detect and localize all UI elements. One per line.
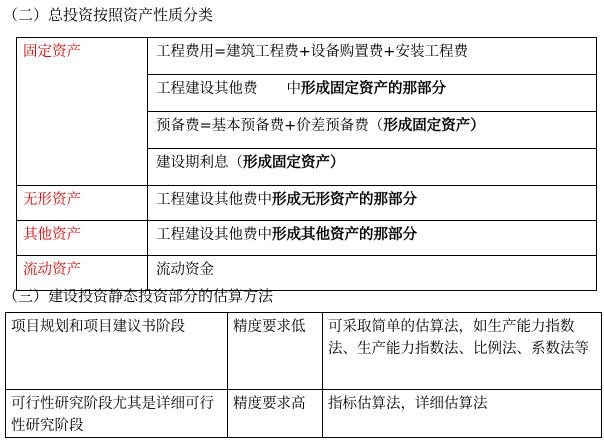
- description-text: 工程建设其他费 中: [156, 81, 301, 97]
- description-bold-text: 形成无形资产的那部分: [272, 192, 417, 208]
- description-text: 流动资金: [156, 262, 214, 278]
- table-row: [6, 313, 602, 390]
- stage-cell: 可行性研究阶段尤其是详细可行性研究阶段: [6, 390, 228, 438]
- description-cell: [148, 75, 597, 112]
- accuracy-cell: 精度要求高: [228, 390, 323, 438]
- category-cell-other-assets: 其他资产: [17, 221, 148, 256]
- description-bold-text: 形成固定资产的那部分: [301, 81, 446, 97]
- estimation-methods-table: [5, 312, 602, 438]
- stage-cell: 项目规划和项目建议书阶段: [6, 313, 228, 390]
- category-cell-current-assets: 流动资产: [17, 256, 148, 291]
- description-text: 工程建设其他费中: [156, 192, 272, 208]
- description-text: 建设期利息（: [156, 155, 243, 171]
- table-row: [17, 38, 597, 75]
- method-cell: 可采取简单的估算法，如生产能力指数法、生产能力指数法、比例法、系数法等: [323, 313, 602, 390]
- category-cell-intangible-assets: 无形资产: [17, 186, 148, 221]
- description-text: 工程费用=建筑工程费+设备购置费+安装工程费: [156, 44, 468, 60]
- description-text: 预备费=基本预备费+价差预备费（: [156, 118, 384, 134]
- section-heading-estimation-methods: （三）建设投资静态投资部分的估算方法: [3, 287, 274, 305]
- description-cell: [148, 38, 597, 75]
- description-cell: [148, 221, 597, 256]
- asset-classification-table: [16, 37, 597, 291]
- description-bold-text: 形成固定资产）: [383, 118, 485, 134]
- description-cell: [148, 186, 597, 221]
- description-bold-text: 形成固定资产）: [243, 155, 345, 171]
- table-row: [17, 186, 597, 221]
- category-cell-fixed-assets: 固定资产: [17, 38, 148, 186]
- table-row: [17, 221, 597, 256]
- description-cell: [148, 149, 597, 186]
- accuracy-cell: 精度要求低: [228, 313, 323, 390]
- description-cell: [148, 112, 597, 149]
- section-heading-asset-classification: （二）总投资按照资产性质分类: [3, 6, 214, 24]
- method-cell: 指标估算法，详细估算法: [323, 390, 602, 438]
- description-bold-text: 形成其他资产的那部分: [272, 227, 417, 243]
- table-row: [6, 390, 602, 438]
- description-text: 工程建设其他费中: [156, 227, 272, 243]
